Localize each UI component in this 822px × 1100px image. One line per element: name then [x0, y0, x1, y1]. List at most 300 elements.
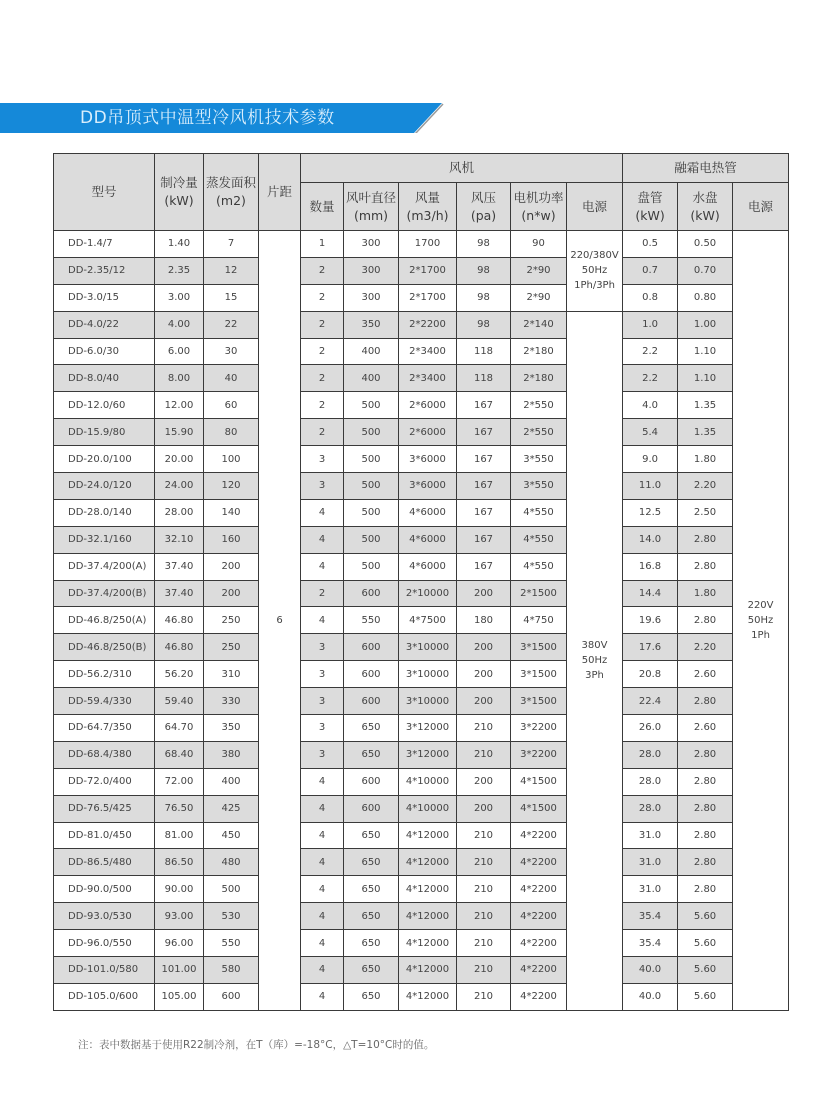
cell-area: 12 [204, 257, 259, 284]
cell-motor: 2*140 [511, 311, 567, 338]
cell-model: DD-96.0/550 [54, 930, 155, 957]
cell-coil: 20.8 [623, 661, 678, 688]
cell-coil: 2.2 [623, 365, 678, 392]
cell-area: 140 [204, 499, 259, 526]
cell-motor: 4*550 [511, 553, 567, 580]
cell-airflow: 3*12000 [399, 715, 457, 742]
cell-model: DD-2.35/12 [54, 257, 155, 284]
cell-cooling: 59.40 [155, 688, 204, 715]
cell-pressure: 210 [457, 849, 511, 876]
cell-coil: 5.4 [623, 419, 678, 446]
table-row [54, 768, 789, 795]
cell-tray: 2.20 [678, 634, 733, 661]
header-motor: 电机功率 (n*w) [511, 183, 567, 231]
cell-pressure: 210 [457, 957, 511, 984]
cell-airflow: 2*6000 [399, 419, 457, 446]
cell-cooling: 72.00 [155, 768, 204, 795]
cell-model: DD-28.0/140 [54, 499, 155, 526]
cell-tray: 2.80 [678, 876, 733, 903]
cell-tray: 2.80 [678, 688, 733, 715]
cell-fan-qty: 3 [301, 634, 344, 661]
table-row [54, 715, 789, 742]
cell-pressure: 180 [457, 607, 511, 634]
cell-airflow: 3*10000 [399, 634, 457, 661]
cell-fan-dia: 300 [344, 257, 399, 284]
table-row [54, 607, 789, 634]
cell-airflow: 2*6000 [399, 392, 457, 419]
cell-cooling: 12.00 [155, 392, 204, 419]
cell-motor: 4*2200 [511, 903, 567, 930]
cell-airflow: 3*10000 [399, 688, 457, 715]
table-row [54, 338, 789, 365]
cell-defrost-power [733, 231, 789, 1011]
cell-area: 330 [204, 688, 259, 715]
cell-coil: 1.0 [623, 311, 678, 338]
cell-pressure: 167 [457, 419, 511, 446]
cell-fan-dia: 600 [344, 580, 399, 607]
cell-airflow: 2*10000 [399, 580, 457, 607]
cell-tray: 2.20 [678, 473, 733, 500]
header-fan-power: 电源 [567, 183, 623, 231]
power-line: 220/380V [570, 250, 619, 262]
cell-model: DD-101.0/580 [54, 957, 155, 984]
cell-cooling: 37.40 [155, 553, 204, 580]
cell-fan-dia: 300 [344, 284, 399, 311]
power-line: 1Ph [751, 629, 770, 641]
cell-model: DD-12.0/60 [54, 392, 155, 419]
cell-fan-dia: 650 [344, 715, 399, 742]
power-line: 50Hz [581, 655, 608, 667]
header-fan-dia: 风叶直径 (mm) [344, 183, 399, 231]
cell-fan-qty: 4 [301, 930, 344, 957]
cell-cooling: 28.00 [155, 499, 204, 526]
cell-model: DD-20.0/100 [54, 446, 155, 473]
cell-fan-dia: 650 [344, 741, 399, 768]
cell-airflow: 4*10000 [399, 795, 457, 822]
cell-motor: 4*2200 [511, 930, 567, 957]
table-row [54, 257, 789, 284]
cell-airflow: 4*12000 [399, 876, 457, 903]
cell-coil: 31.0 [623, 849, 678, 876]
cell-cooling: 1.40 [155, 231, 204, 258]
cell-coil: 12.5 [623, 499, 678, 526]
cell-model: DD-3.0/15 [54, 284, 155, 311]
cell-model: DD-72.0/400 [54, 768, 155, 795]
header-airflow: 风量 (m3/h) [399, 183, 457, 231]
cell-cooling: 64.70 [155, 715, 204, 742]
cell-fan-qty: 3 [301, 661, 344, 688]
cell-pressure: 210 [457, 903, 511, 930]
cell-pressure: 167 [457, 473, 511, 500]
cell-motor: 4*2200 [511, 983, 567, 1010]
title-banner [0, 103, 446, 133]
table-row [54, 392, 789, 419]
cell-fan-dia: 650 [344, 903, 399, 930]
cell-airflow: 4*12000 [399, 983, 457, 1010]
cell-airflow: 2*3400 [399, 365, 457, 392]
cell-fan-power [567, 231, 623, 312]
cell-tray: 1.10 [678, 338, 733, 365]
cell-fan-qty: 4 [301, 553, 344, 580]
cell-motor: 3*2200 [511, 741, 567, 768]
cell-area: 425 [204, 795, 259, 822]
cell-model: DD-46.8/250(B) [54, 634, 155, 661]
cell-area: 480 [204, 849, 259, 876]
cell-cooling: 15.90 [155, 419, 204, 446]
cell-fan-qty: 4 [301, 822, 344, 849]
cell-motor: 4*2200 [511, 822, 567, 849]
cell-area: 500 [204, 876, 259, 903]
cell-tray: 2.80 [678, 795, 733, 822]
cell-coil: 26.0 [623, 715, 678, 742]
power-line: 3Ph [585, 670, 604, 682]
cell-airflow: 3*12000 [399, 741, 457, 768]
cell-cooling: 3.00 [155, 284, 204, 311]
cell-model: DD-8.0/40 [54, 365, 155, 392]
cell-tray: 5.60 [678, 983, 733, 1010]
cell-area: 100 [204, 446, 259, 473]
cell-model: DD-1.4/7 [54, 231, 155, 258]
cell-tray: 2.60 [678, 661, 733, 688]
cell-model: DD-68.4/380 [54, 741, 155, 768]
cell-airflow: 4*6000 [399, 553, 457, 580]
cell-motor: 3*1500 [511, 688, 567, 715]
cell-airflow: 4*12000 [399, 930, 457, 957]
cell-fan-dia: 500 [344, 553, 399, 580]
cell-area: 60 [204, 392, 259, 419]
header-coil: 盘管 (kW) [623, 183, 678, 231]
cell-fan-dia: 550 [344, 607, 399, 634]
table-row [54, 822, 789, 849]
cell-fan-dia: 350 [344, 311, 399, 338]
cell-coil: 0.7 [623, 257, 678, 284]
cell-fan-dia: 500 [344, 473, 399, 500]
cell-motor: 2*180 [511, 338, 567, 365]
table-row [54, 849, 789, 876]
power-line: 220V [747, 599, 774, 611]
cell-fan-qty: 4 [301, 903, 344, 930]
cell-pressure: 118 [457, 365, 511, 392]
cell-pressure: 167 [457, 499, 511, 526]
cell-area: 15 [204, 284, 259, 311]
table-row [54, 553, 789, 580]
table-row [54, 499, 789, 526]
cell-area: 250 [204, 607, 259, 634]
cell-tray: 1.00 [678, 311, 733, 338]
table-row [54, 688, 789, 715]
cell-cooling: 68.40 [155, 741, 204, 768]
cell-area: 200 [204, 553, 259, 580]
cell-cooling: 6.00 [155, 338, 204, 365]
cell-coil: 35.4 [623, 903, 678, 930]
cell-fan-qty: 3 [301, 688, 344, 715]
cell-area: 380 [204, 741, 259, 768]
cell-cooling: 93.00 [155, 903, 204, 930]
cell-motor: 3*1500 [511, 634, 567, 661]
cell-airflow: 2*3400 [399, 338, 457, 365]
header-row-group [54, 154, 789, 183]
cell-coil: 16.8 [623, 553, 678, 580]
cell-model: DD-37.4/200(A) [54, 553, 155, 580]
cell-cooling: 56.20 [155, 661, 204, 688]
cell-motor: 4*550 [511, 499, 567, 526]
cell-area: 350 [204, 715, 259, 742]
cell-pressure: 210 [457, 741, 511, 768]
cell-area: 450 [204, 822, 259, 849]
cell-fan-dia: 400 [344, 365, 399, 392]
cell-area: 550 [204, 930, 259, 957]
cell-cooling: 81.00 [155, 822, 204, 849]
cell-coil: 31.0 [623, 876, 678, 903]
cell-coil: 4.0 [623, 392, 678, 419]
table-row [54, 446, 789, 473]
table-row [54, 526, 789, 553]
cell-pressure: 167 [457, 392, 511, 419]
power-line: 1Ph/3Ph [574, 280, 615, 292]
header-cooling: 制冷量 (kW) [155, 154, 204, 231]
cell-tray: 2.80 [678, 768, 733, 795]
cell-tray: 0.80 [678, 284, 733, 311]
cell-tray: 2.50 [678, 499, 733, 526]
cell-motor: 4*550 [511, 526, 567, 553]
cell-coil: 14.4 [623, 580, 678, 607]
cell-tray: 1.10 [678, 365, 733, 392]
table-row [54, 903, 789, 930]
cell-cooling: 90.00 [155, 876, 204, 903]
cell-fan-dia: 650 [344, 983, 399, 1010]
cell-airflow: 4*6000 [399, 499, 457, 526]
cell-coil: 40.0 [623, 957, 678, 984]
cell-coil: 19.6 [623, 607, 678, 634]
cell-area: 600 [204, 983, 259, 1010]
table-row [54, 231, 789, 258]
cell-area: 120 [204, 473, 259, 500]
cell-tray: 2.80 [678, 607, 733, 634]
cell-tray: 2.80 [678, 526, 733, 553]
cell-motor: 90 [511, 231, 567, 258]
cell-fan-dia: 500 [344, 392, 399, 419]
table-row [54, 957, 789, 984]
cell-area: 200 [204, 580, 259, 607]
cell-tray: 2.80 [678, 741, 733, 768]
cell-pressure: 200 [457, 688, 511, 715]
cell-coil: 40.0 [623, 983, 678, 1010]
cell-fan-dia: 600 [344, 688, 399, 715]
cell-fan-dia: 600 [344, 661, 399, 688]
cell-model: DD-59.4/330 [54, 688, 155, 715]
cell-fan-qty: 2 [301, 365, 344, 392]
cell-airflow: 2*1700 [399, 284, 457, 311]
cell-coil: 35.4 [623, 930, 678, 957]
cell-tray: 5.60 [678, 930, 733, 957]
cell-fan-dia: 650 [344, 822, 399, 849]
cell-coil: 2.2 [623, 338, 678, 365]
cell-tray: 2.80 [678, 849, 733, 876]
cell-model: DD-46.8/250(A) [54, 607, 155, 634]
cell-airflow: 4*12000 [399, 849, 457, 876]
cell-airflow: 4*12000 [399, 822, 457, 849]
cell-fan-qty: 2 [301, 338, 344, 365]
header-fan-group: 风机 [301, 154, 623, 183]
cell-motor: 3*2200 [511, 715, 567, 742]
cell-tray: 0.70 [678, 257, 733, 284]
cell-fan-qty: 4 [301, 876, 344, 903]
cell-tray: 5.60 [678, 903, 733, 930]
cell-airflow: 2*2200 [399, 311, 457, 338]
cell-fan-qty: 2 [301, 419, 344, 446]
cell-pressure: 118 [457, 338, 511, 365]
cell-model: DD-24.0/120 [54, 473, 155, 500]
cell-coil: 31.0 [623, 822, 678, 849]
cell-cooling: 8.00 [155, 365, 204, 392]
cell-coil: 28.0 [623, 768, 678, 795]
table-row [54, 284, 789, 311]
cell-motor: 4*2200 [511, 876, 567, 903]
cell-model: DD-76.5/425 [54, 795, 155, 822]
cell-model: DD-32.1/160 [54, 526, 155, 553]
cell-fin-spacing: 6 [259, 231, 301, 1011]
cell-cooling: 46.80 [155, 634, 204, 661]
cell-area: 30 [204, 338, 259, 365]
cell-cooling: 2.35 [155, 257, 204, 284]
cell-motor: 2*550 [511, 392, 567, 419]
cell-fan-dia: 400 [344, 338, 399, 365]
cell-fan-dia: 500 [344, 526, 399, 553]
cell-cooling: 4.00 [155, 311, 204, 338]
page-title: DD吊顶式中温型冷风机技术参数 [80, 108, 335, 128]
cell-pressure: 98 [457, 284, 511, 311]
cell-model: DD-81.0/450 [54, 822, 155, 849]
cell-coil: 11.0 [623, 473, 678, 500]
cell-tray: 2.80 [678, 553, 733, 580]
cell-tray: 0.50 [678, 231, 733, 258]
cell-fan-dia: 300 [344, 231, 399, 258]
header-area: 蒸发面积 (m2) [204, 154, 259, 231]
power-line: 50Hz [581, 265, 608, 277]
cell-area: 310 [204, 661, 259, 688]
cell-airflow: 3*6000 [399, 446, 457, 473]
cell-model: DD-64.7/350 [54, 715, 155, 742]
cell-fan-qty: 4 [301, 526, 344, 553]
cell-fan-qty: 4 [301, 499, 344, 526]
header-model: 型号 [54, 154, 155, 231]
table-row [54, 983, 789, 1010]
spec-table [53, 153, 789, 1011]
cell-cooling: 37.40 [155, 580, 204, 607]
cell-fan-dia: 500 [344, 419, 399, 446]
cell-area: 160 [204, 526, 259, 553]
cell-pressure: 210 [457, 930, 511, 957]
footnote: 注：表中数据基于使用R22制冷剂，在T（库）=-18°C，△T=10°C时的值。 [78, 1039, 435, 1051]
cell-pressure: 200 [457, 634, 511, 661]
cell-cooling: 20.00 [155, 446, 204, 473]
cell-airflow: 4*12000 [399, 957, 457, 984]
cell-fan-qty: 3 [301, 446, 344, 473]
cell-pressure: 167 [457, 553, 511, 580]
cell-fan-qty: 4 [301, 849, 344, 876]
header-fan-qty: 数量 [301, 183, 344, 231]
cell-tray: 1.80 [678, 446, 733, 473]
cell-fan-qty: 4 [301, 795, 344, 822]
cell-fan-qty: 2 [301, 257, 344, 284]
table-row [54, 580, 789, 607]
header-defrost-group: 融霜电热管 [623, 154, 789, 183]
cell-fan-power [567, 311, 623, 1010]
cell-fan-dia: 650 [344, 876, 399, 903]
cell-motor: 2*90 [511, 257, 567, 284]
cell-pressure: 98 [457, 231, 511, 258]
cell-fan-dia: 650 [344, 957, 399, 984]
cell-model: DD-37.4/200(B) [54, 580, 155, 607]
cell-airflow: 2*1700 [399, 257, 457, 284]
cell-area: 400 [204, 768, 259, 795]
cell-fan-dia: 650 [344, 930, 399, 957]
power-line: 380V [581, 640, 608, 652]
cell-area: 530 [204, 903, 259, 930]
cell-tray: 1.35 [678, 392, 733, 419]
cell-coil: 0.8 [623, 284, 678, 311]
cell-model: DD-15.9/80 [54, 419, 155, 446]
cell-model: DD-90.0/500 [54, 876, 155, 903]
cell-fan-dia: 500 [344, 499, 399, 526]
header-tray: 水盘 (kW) [678, 183, 733, 231]
cell-cooling: 96.00 [155, 930, 204, 957]
table-body [54, 231, 789, 1011]
cell-fan-qty: 3 [301, 715, 344, 742]
cell-fan-qty: 2 [301, 580, 344, 607]
cell-pressure: 210 [457, 822, 511, 849]
cell-model: DD-93.0/530 [54, 903, 155, 930]
cell-coil: 17.6 [623, 634, 678, 661]
cell-pressure: 210 [457, 983, 511, 1010]
cell-fan-qty: 3 [301, 741, 344, 768]
cell-cooling: 32.10 [155, 526, 204, 553]
cell-motor: 2*550 [511, 419, 567, 446]
cell-fan-dia: 600 [344, 634, 399, 661]
table-row [54, 311, 789, 338]
cell-cooling: 101.00 [155, 957, 204, 984]
cell-area: 250 [204, 634, 259, 661]
cell-fan-dia: 500 [344, 446, 399, 473]
cell-area: 80 [204, 419, 259, 446]
cell-fan-qty: 2 [301, 311, 344, 338]
cell-model: DD-105.0/600 [54, 983, 155, 1010]
cell-fan-qty: 4 [301, 983, 344, 1010]
cell-motor: 4*750 [511, 607, 567, 634]
cell-pressure: 200 [457, 580, 511, 607]
cell-pressure: 200 [457, 768, 511, 795]
table-row [54, 930, 789, 957]
cell-fan-qty: 3 [301, 473, 344, 500]
table-row [54, 473, 789, 500]
cell-fan-dia: 650 [344, 849, 399, 876]
header-defrost-power: 电源 [733, 183, 789, 231]
table-row [54, 876, 789, 903]
cell-motor: 4*2200 [511, 957, 567, 984]
power-line: 50Hz [747, 614, 774, 626]
cell-motor: 3*550 [511, 473, 567, 500]
cell-cooling: 24.00 [155, 473, 204, 500]
cell-motor: 4*2200 [511, 849, 567, 876]
table-row [54, 661, 789, 688]
cell-motor: 4*1500 [511, 768, 567, 795]
cell-motor: 2*1500 [511, 580, 567, 607]
cell-motor: 2*90 [511, 284, 567, 311]
cell-pressure: 98 [457, 257, 511, 284]
cell-fan-qty: 2 [301, 392, 344, 419]
cell-pressure: 210 [457, 876, 511, 903]
cell-model: DD-86.5/480 [54, 849, 155, 876]
